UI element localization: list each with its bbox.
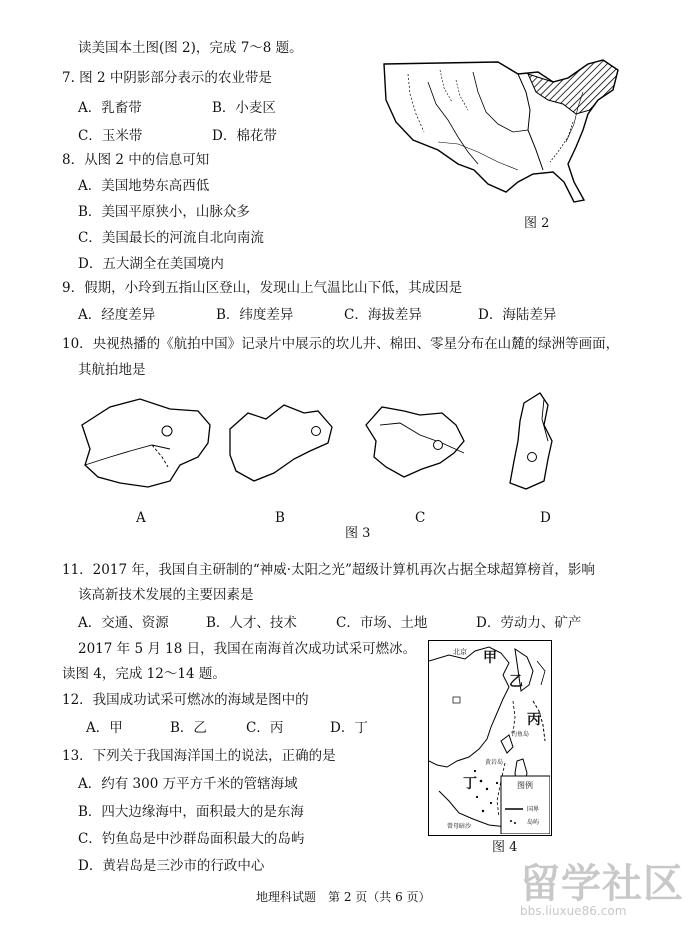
fig4-legend-border: 国界 [527, 806, 540, 813]
province-outlines-figure [70, 385, 590, 505]
fig3-label-a: A [136, 510, 146, 526]
q8-stem: 8．从图 2 中的信息可知 [62, 152, 210, 168]
q9-option-a: A．经度差异 [78, 307, 156, 323]
intro-12-14-line2: 读图 4，完成 12～14 题。 [62, 666, 226, 682]
q13-option-b: B．四大边缘海中，面积最大的是东海 [78, 804, 304, 820]
q9-option-d: D．海陆差异 [478, 307, 557, 323]
fig4-label-ding: 丁 [463, 776, 477, 792]
fig3-label-b: B [275, 510, 285, 526]
q13-option-d: D．黄岩岛是三沙市的行政中心 [78, 858, 265, 874]
fig4-label-bing: 丙 [527, 712, 541, 728]
us-map-svg [378, 52, 628, 212]
fig3-label-d: D [540, 510, 551, 526]
q7-option-a: A．乳畜带 [78, 100, 142, 116]
q8-option-c: C．美国最长的河流自北向南流 [78, 230, 264, 246]
q8-option-b: B．美国平原狭小，山脉众多 [78, 204, 250, 220]
q13-stem: 13．下列关于我国海洋国土的说法，正确的是 [62, 748, 336, 764]
q11-option-d: D．劳动力、矿产 [476, 615, 582, 631]
q10-stem-line2: 其航拍地是 [78, 362, 146, 378]
page-footer: 地理科试题 第 2 页（共 6 页） [256, 890, 431, 904]
fig4-legend-title: 图例 [517, 781, 533, 790]
q13-option-c: C．钓鱼岛是中沙群岛面积最大的岛屿 [78, 831, 305, 847]
q7-stem: 7. 图 2 中阴影部分表示的农业带是 [62, 70, 272, 86]
q12-option-b: B．乙 [170, 720, 207, 736]
fig4-label-zengmu: 曾母暗沙 [447, 823, 472, 830]
q12-option-d: D．丁 [330, 720, 368, 736]
outline-b [230, 405, 332, 481]
q11-option-c: C．市场、土地 [336, 615, 428, 631]
outline-a [82, 399, 210, 487]
province-outlines-svg [70, 385, 590, 505]
q10-stem-line1: 10．央视热播的《航拍中国》记录片中展示的坎儿井、棉田、零星分布在山麓的绿洲等画面， [62, 336, 620, 352]
fig4-label-diaoyu: 钓鱼岛 [511, 731, 530, 738]
intro-7-8: 读美国本土图(图 2)，完成 7～8 题。 [78, 40, 303, 56]
q11-option-a: A．交通、资源 [78, 615, 169, 631]
q9-stem: 9．假期，小玲到五指山区登山，发现山上气温比山下低，其成因是 [62, 280, 463, 296]
outline-d [510, 393, 552, 489]
fig4-caption: 图 4 [492, 840, 518, 855]
fig3-label-c: C [415, 510, 426, 526]
q13-option-a: A．约有 300 万平方千米的管辖海域 [78, 776, 298, 792]
outline-c [366, 407, 464, 477]
q9-option-b: B．纬度差异 [216, 307, 294, 323]
q8-option-d: D．五大湖全在美国境内 [78, 256, 224, 272]
us-map-figure [378, 52, 628, 212]
fig3-caption: 图 3 [345, 526, 371, 541]
q7-option-d: D．棉花带 [212, 128, 277, 144]
watermark-url: bbs.liuxue86.com [520, 904, 627, 918]
q11-option-b: B．人才、技术 [206, 615, 297, 631]
q9-option-c: C．海拔差异 [344, 307, 422, 323]
china-sea-map-figure [428, 640, 552, 836]
q12-option-c: C．丙 [246, 720, 284, 736]
q7-option-b: B．小麦区 [212, 100, 276, 116]
q11-stem-line1: 11．2017 年，我国自主研制的“神威·太阳之光”超级计算机再次占据全球超算榜首，影响 [62, 562, 595, 578]
q7-option-c: C．玉米带 [78, 128, 143, 144]
q12-option-a: A．甲 [86, 720, 123, 736]
q8-option-a: A．美国地势东高西低 [78, 178, 210, 194]
fig4-label-huangyan: 黄岩岛 [485, 759, 504, 766]
watermark-logo: 留学社区 [520, 861, 684, 907]
fig2-caption: 图 2 [524, 216, 550, 231]
intro-12-14-line1: 2017 年 5 月 18 日，我国在南海首次成功试采可燃冰。 [78, 641, 417, 657]
fig4-legend-island: 岛屿 [527, 819, 540, 826]
fig4-label-jia: 甲 [483, 650, 497, 666]
fig4-label-beijing: 北京 [453, 648, 467, 656]
fig4-label-yi: 乙 [509, 674, 523, 690]
q12-stem: 12．我国成功试采可燃冰的海域是图中的 [62, 692, 309, 708]
q11-stem-line2: 该高新技术发展的主要因素是 [78, 587, 254, 603]
